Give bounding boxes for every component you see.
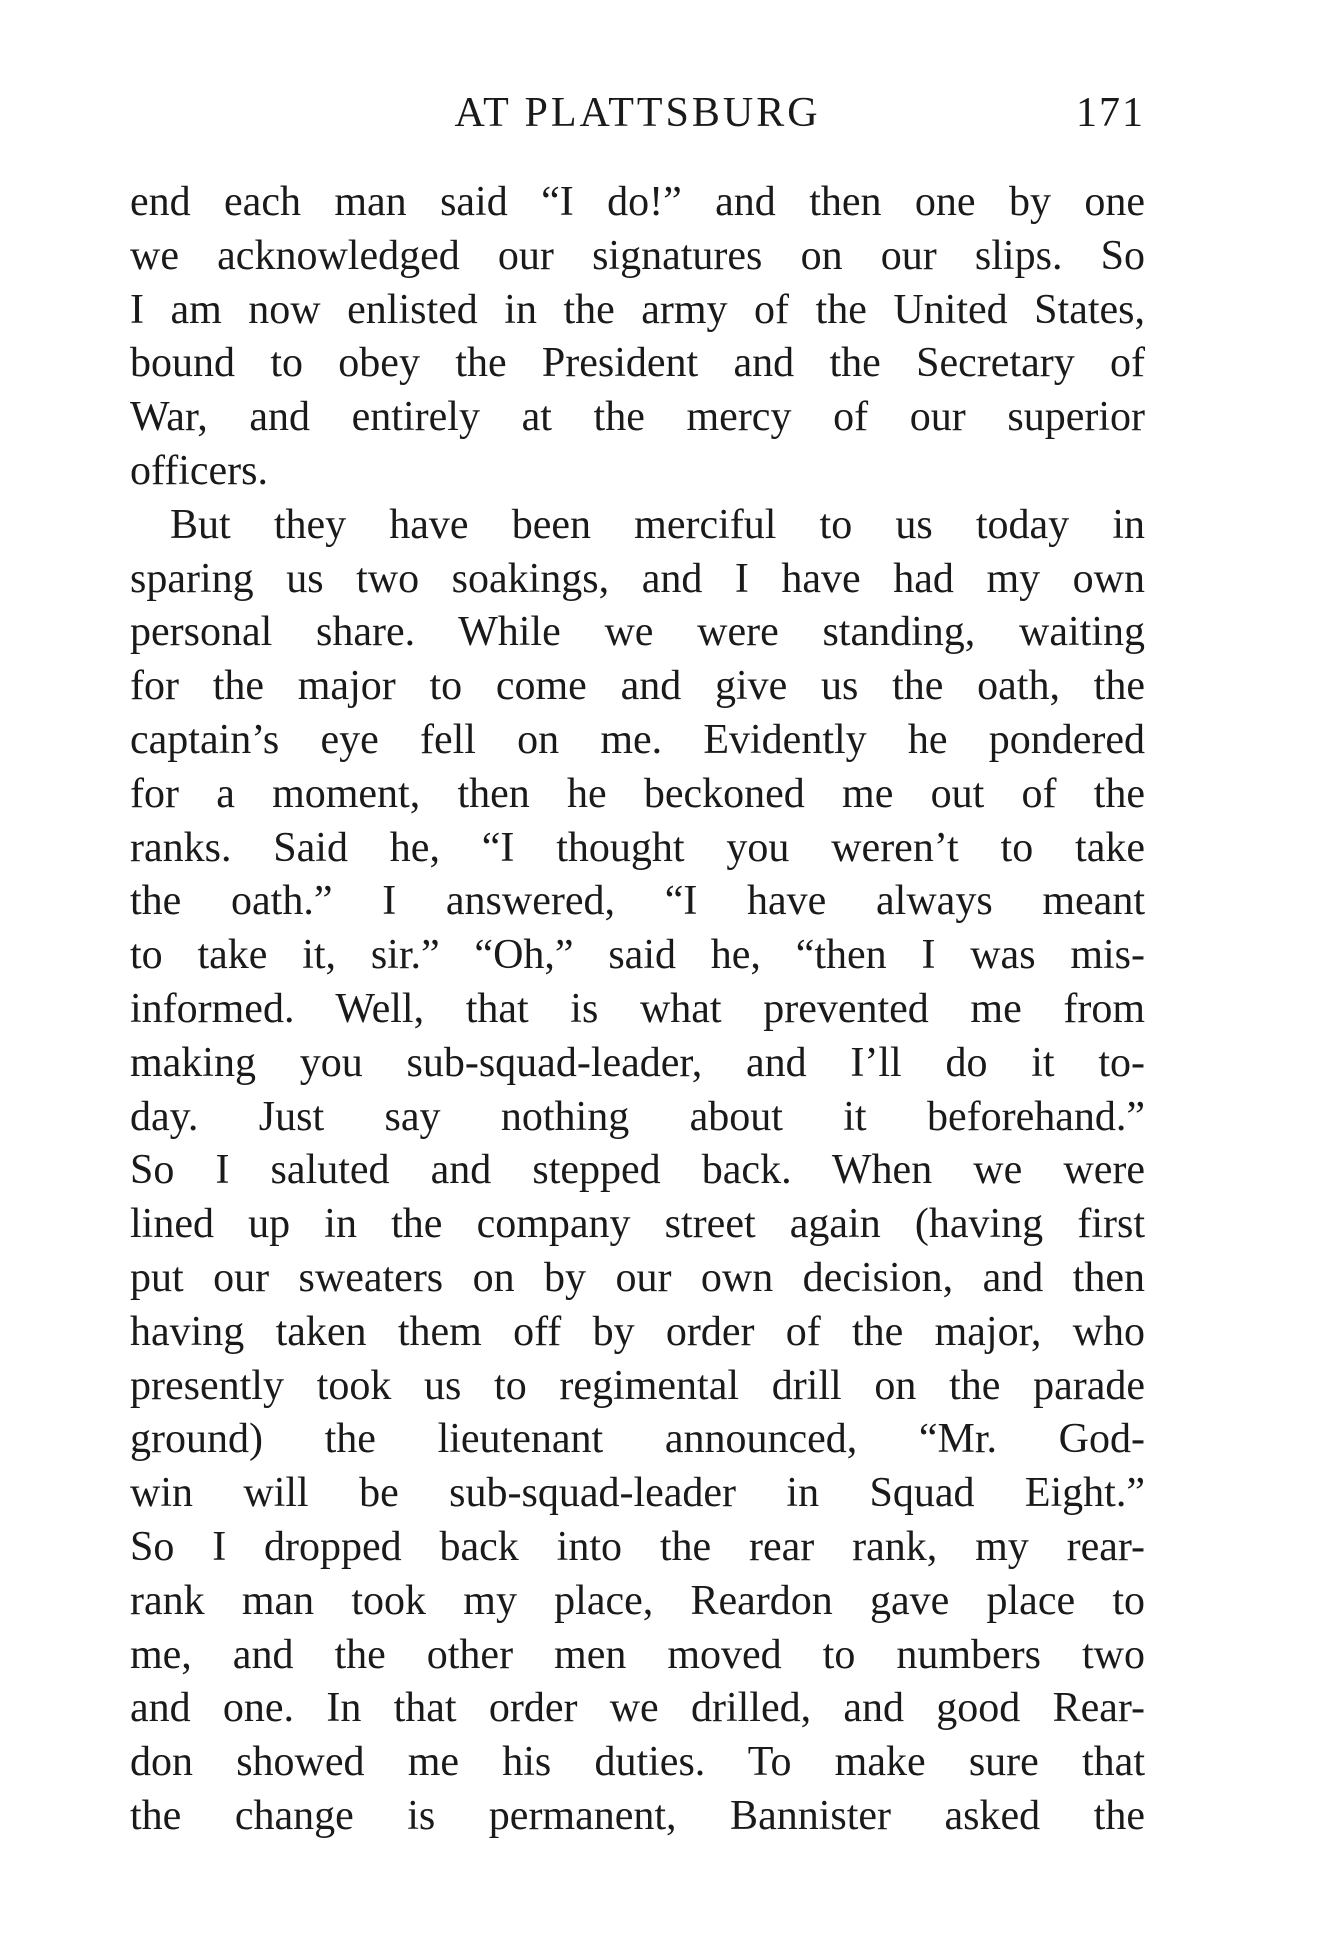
text-line: we acknowledged our signatures on our slips. So — [130, 232, 1145, 279]
text-line: captain’s eye fell on me. Evidently he pondered — [130, 716, 1145, 763]
text-line: officers. — [130, 447, 268, 494]
page-header — [130, 88, 1145, 138]
text-line: and one. In that order we drilled, and good Rear- — [130, 1685, 1145, 1732]
text-line: put our sweaters on by our own decision, and then — [130, 1254, 1145, 1301]
text-line: having taken them off by order of the major, who — [130, 1308, 1145, 1355]
body-text — [130, 176, 1145, 1844]
text-line: I am now enlisted in the army of the United States, — [130, 286, 1145, 333]
text-line: end each man said “I do!” and then one by one — [130, 179, 1145, 225]
text-line: But they have been merciful to us today in — [170, 501, 1145, 548]
running-head: AT PLATTSBURG — [454, 90, 821, 136]
text-line: win will be sub-squad-leader in Squad Eight.” — [130, 1470, 1145, 1517]
text-line: bound to obey the President and the Secretary of — [130, 340, 1145, 387]
text-line: ground) the lieutenant announced, “Mr. God- — [130, 1416, 1145, 1463]
text-line: making you sub-squad-leader, and I’ll do it to- — [130, 1039, 1145, 1086]
text-line: So I saluted and stepped back. When we were — [130, 1147, 1145, 1194]
text-line: War, and entirely at the mercy of our superior — [130, 394, 1145, 441]
text-line: ranks. Said he, “I thought you weren’t to take — [130, 824, 1145, 871]
text-line: presently took us to regimental drill on the parade — [130, 1362, 1145, 1409]
text-line: don showed me his duties. To make sure that — [130, 1739, 1145, 1786]
text-line: sparing us two soakings, and I have had my own — [130, 555, 1145, 602]
text-line: day. Just say nothing about it beforehand.” — [130, 1093, 1145, 1140]
page-number: 171 — [1076, 90, 1145, 136]
text-line: informed. Well, that is what prevented me from — [130, 985, 1145, 1032]
text-line: personal share. While we were standing, waiting — [130, 609, 1145, 656]
text-line: the oath.” I answered, “I have always meant — [130, 878, 1145, 925]
text-line: rank man took my place, Reardon gave place to — [130, 1577, 1145, 1624]
text-line: lined up in the company street again (having first — [130, 1201, 1145, 1248]
text-line: So I dropped back into the rear rank, my rear- — [130, 1523, 1145, 1570]
text-line: for a moment, then he beckoned me out of the — [130, 770, 1145, 817]
text-line: me, and the other men moved to numbers two — [130, 1631, 1145, 1678]
text-line: for the major to come and give us the oath, the — [130, 663, 1145, 710]
text-line: to take it, sir.” “Oh,” said he, “then I was mis- — [130, 932, 1145, 979]
text-line: the change is permanent, Bannister asked the — [130, 1792, 1145, 1839]
